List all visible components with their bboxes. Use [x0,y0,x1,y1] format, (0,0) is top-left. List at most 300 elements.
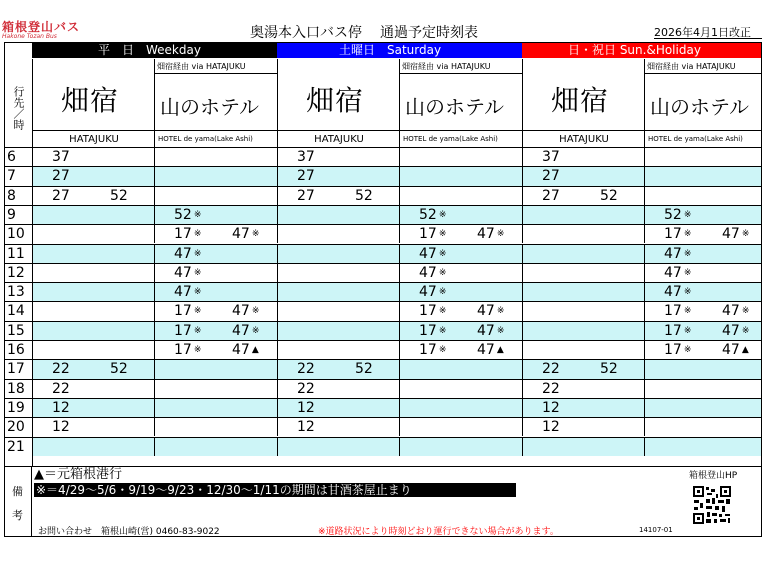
service-mark: ※ [683,248,692,259]
service-mark: ※ [741,325,750,336]
saturday-dest-hatajuku-header [277,59,399,147]
hour-label: 11 [7,245,25,262]
departure-minute: 22 [542,380,560,397]
column-divider [154,399,155,417]
departure-minute-with-mark [722,322,749,340]
departure-minute-with-mark [174,225,201,243]
saturday-header [277,43,522,58]
column-divider [522,167,523,185]
departure-minute-with-mark [419,302,446,320]
departure-minute-with-mark [419,245,446,263]
bus-stop-name: 奥湯本入口バス停 [250,25,362,41]
hour-label: 8 [7,187,16,204]
departure-minute-with-mark [232,225,259,243]
column-divider [277,399,278,417]
column-divider [32,187,33,205]
column-divider [644,302,645,320]
departure-minute: 52 [110,187,128,204]
departure-minute-with-mark [174,245,201,263]
service-mark: ※ [683,267,692,278]
departure-minute: 37 [297,149,315,165]
table-row [5,224,761,243]
dest-hotel-note-divider [155,73,278,74]
table-row [5,417,761,436]
hour-label: 12 [7,264,25,281]
minute-value: 47 [477,342,495,358]
minute-value: 47 [722,226,740,243]
row-shading [33,438,761,456]
table-row [5,340,761,359]
column-divider [522,418,523,436]
minute-value: 17 [419,322,437,339]
column-divider [277,245,278,263]
departure-minute: 22 [297,380,315,397]
minute-value: 47 [419,284,437,301]
column-divider [154,167,155,185]
hour-label: 20 [7,419,25,436]
departure-minute: 12 [297,419,315,436]
column-divider [644,225,645,243]
column-divider [644,438,645,456]
column-divider [522,341,523,359]
departure-minute: 37 [52,149,70,165]
service-mark: ※ [193,209,202,220]
minute-value: 47 [174,264,192,281]
column-divider [32,206,33,224]
column-divider [522,322,523,340]
triangle-note: ▲＝元箱根港行 [34,467,122,482]
departure-minute-with-mark [232,302,259,320]
minute-value: 17 [419,303,437,320]
column-divider [154,148,155,166]
column-divider [154,283,155,301]
table-row [5,147,761,166]
departure-minute-with-mark [174,206,201,224]
hour-label: 14 [7,303,25,320]
minute-value: 17 [664,303,682,320]
service-mark: ※ [496,306,505,317]
minute-value: 47 [477,322,495,339]
dest-hotel-ja: 山のホテル [160,95,259,119]
departure-minute: 12 [297,399,315,416]
column-divider [644,399,645,417]
minute-value: 47 [232,322,250,339]
column-divider [644,322,645,340]
minute-value: 47 [232,303,250,320]
column-divider [277,187,278,205]
minute-value: 47 [232,342,250,358]
column-divider [32,245,33,263]
row-shading [33,399,761,417]
departure-minute-with-mark [664,225,691,243]
service-mark: ※ [193,267,202,278]
dest-hatajuku-ja: 畑宿 [306,84,365,117]
column-divider [154,206,155,224]
service-mark: ※ [683,306,692,317]
column-divider [277,148,278,166]
dest-hatajuku-en: HATAJUKU [523,130,645,148]
departure-minute: 37 [542,149,560,165]
column-divider [399,245,400,263]
column-divider [522,380,523,398]
departure-minute: 27 [52,168,70,185]
service-mark: ※ [438,267,447,278]
departure-minute-with-mark [664,264,691,282]
minute-value: 47 [477,226,495,243]
departure-minute-with-mark [174,283,201,301]
minute-value: 17 [664,226,682,243]
service-mark: ※ [683,325,692,336]
service-mark: ※ [741,229,750,240]
column-divider [277,283,278,301]
hour-label: 7 [7,168,16,185]
departure-minute: 22 [52,361,70,378]
qr-code-icon[interactable] [692,485,732,525]
column-divider [399,264,400,282]
service-mark: ※ [438,209,447,220]
minute-value: 47 [419,245,437,262]
departure-minute-with-mark [664,341,691,359]
column-divider [644,360,645,378]
departure-minute-with-mark [419,322,446,340]
minute-value: 52 [664,206,682,223]
hour-label: 15 [7,322,25,339]
road-warning: ※道路状況により時刻どおり運行できない場合があります。 [318,527,559,537]
column-divider [644,187,645,205]
minute-value: 47 [232,226,250,243]
column-divider [32,322,33,340]
minute-value: 47 [419,264,437,281]
departure-minute: 27 [542,187,560,204]
column-divider [277,360,278,378]
column-divider [32,148,33,166]
departure-minute: 27 [542,168,560,185]
column-divider [154,187,155,205]
timetable-title: 通過予定時刻表 [380,25,478,41]
departure-minute-with-mark [419,283,446,301]
column-divider [32,399,33,417]
column-divider [154,438,155,456]
departure-minute-with-mark [419,264,446,282]
page-title [250,22,478,42]
service-mark: ※ [193,248,202,259]
column-divider [399,148,400,166]
column-divider [522,225,523,243]
column-divider [32,418,33,436]
column-divider [277,380,278,398]
column-divider [32,302,33,320]
departure-minute-with-mark [477,341,504,359]
minute-value: 47 [722,322,740,339]
service-mark: ※ [438,325,447,336]
service-mark: ※ [193,306,202,317]
column-divider [154,322,155,340]
table-row [5,244,761,263]
departure-minute: 27 [52,187,70,204]
saturday-dest-hotel-header [399,59,522,147]
minute-value: 17 [174,342,192,358]
remarks-label-2: 考 [12,509,23,522]
departure-minute: 12 [52,419,70,436]
service-mark: ※ [683,229,692,240]
row-shading [33,245,761,263]
row-shading [33,322,761,340]
table-row [5,437,761,456]
column-divider [522,283,523,301]
dest-hotel-en: HOTEL de yama(Lake Ashi) [400,130,523,148]
dest-hotel-via-note: 畑宿経由 via HATAJUKU [157,62,246,71]
logo-text: 箱根登山バス [2,20,81,34]
column-divider [277,206,278,224]
table-row [5,301,761,320]
departure-minute: 27 [297,187,315,204]
column-divider [277,322,278,340]
column-divider [32,264,33,282]
revision-date: 2026年4月1日改正 [654,26,751,39]
service-mark: ※ [741,306,750,317]
hour-label: 17 [7,361,25,378]
service-mark: ※ [438,229,447,240]
contact-info: お問い合わせ 箱根山崎(営) 0460-83-9022 [38,527,220,537]
revision-underline [654,38,762,39]
minute-value: 17 [664,342,682,358]
column-divider [644,245,645,263]
departure-minute-with-mark [419,225,446,243]
minute-value: 17 [664,322,682,339]
dest-hotel-via-note: 畑宿経由 via HATAJUKU [402,62,491,71]
table-row [5,398,761,417]
column-divider [399,302,400,320]
departure-minute-with-mark [174,341,201,359]
minute-value: 47 [722,303,740,320]
departure-minute-with-mark [419,206,446,224]
column-divider [399,380,400,398]
service-mark: ※ [251,306,260,317]
minute-value: 47 [664,284,682,301]
departure-minute-with-mark [174,302,201,320]
column-divider [32,225,33,243]
column-divider [277,341,278,359]
dest-hatajuku-en: HATAJUKU [33,130,155,148]
service-mark: ※ [193,287,202,298]
column-divider [32,167,33,185]
homepage-label: 箱根登山HP [689,471,738,481]
row-shading [33,360,761,378]
table-row [5,379,761,398]
remarks-label-1: 備 [12,485,23,498]
hour-label: 9 [7,206,16,223]
departure-minute-with-mark [232,341,259,359]
column-divider [154,418,155,436]
column-divider [399,418,400,436]
service-mark: ▲ [496,345,504,355]
column-divider [399,341,400,359]
departure-minute-with-mark [722,225,749,243]
departure-minute: 27 [297,168,315,185]
departure-minute-with-mark [477,225,504,243]
departure-minute-with-mark [477,322,504,340]
hour-label: 10 [7,226,25,243]
service-mark: ※ [683,287,692,298]
service-mark: ※ [251,229,260,240]
service-mark: ※ [683,345,692,355]
departure-minute: 52 [600,361,618,378]
dest-hotel-ja: 山のホテル [405,95,504,119]
minute-value: 17 [174,322,192,339]
minute-value: 17 [174,303,192,320]
departure-minute: 12 [542,419,560,436]
column-divider [154,302,155,320]
departure-minute-with-mark [664,206,691,224]
column-divider [644,380,645,398]
column-divider [399,206,400,224]
minute-value: 17 [174,226,192,243]
column-divider [154,245,155,263]
hour-label: 13 [7,284,25,301]
row-shading [33,167,761,185]
departure-minute-with-mark [664,302,691,320]
column-divider [399,360,400,378]
document-code: 14107-01 [639,526,673,534]
departure-minute-with-mark [722,341,749,359]
minute-value: 47 [722,342,740,358]
column-divider [522,206,523,224]
saturday-label: 土曜日 Saturday [339,43,442,57]
departure-minute: 22 [297,361,315,378]
column-divider [154,225,155,243]
column-divider [277,438,278,456]
hour-label: 19 [7,399,25,416]
column-divider [644,148,645,166]
minute-value: 52 [174,206,192,223]
table-row [5,205,761,224]
departure-minute: 12 [542,399,560,416]
departure-minute-with-mark [419,341,446,359]
dest-hotel-ja: 山のホテル [650,95,749,119]
column-divider [32,360,33,378]
column-divider [154,360,155,378]
column-divider [277,418,278,436]
hour-label: 18 [7,380,25,397]
weekday-dest-hatajuku-header [32,59,154,147]
column-divider [399,187,400,205]
column-divider [399,283,400,301]
minute-value: 47 [174,245,192,262]
table-row [5,186,761,205]
departure-minute: 52 [355,361,373,378]
dest-hotel-en: HOTEL de yama(Lake Ashi) [645,130,762,148]
logo-english: Hakone Tozan Bus [2,33,57,40]
weekday-dest-hotel-header [154,59,277,147]
departure-minute: 52 [600,187,618,204]
minute-value: 47 [477,303,495,320]
service-mark: ※ [683,209,692,220]
row-shading [33,206,761,224]
column-divider [32,341,33,359]
column-divider [399,399,400,417]
departure-minute-with-mark [664,322,691,340]
departure-minute-with-mark [664,283,691,301]
service-mark: ※ [193,345,202,355]
departure-minute-with-mark [664,245,691,263]
hour-label: 21 [7,438,25,455]
departure-minute-with-mark [477,302,504,320]
dest-hatajuku-ja: 畑宿 [61,84,120,117]
service-mark: ▲ [251,345,259,355]
column-divider [32,283,33,301]
column-divider [644,418,645,436]
column-divider [399,438,400,456]
dest-hatajuku-ja: 畑宿 [551,84,610,117]
weekday-header [32,43,277,58]
service-mark: ※ [438,248,447,259]
column-divider [399,322,400,340]
table-row [5,282,761,301]
service-mark: ※ [438,287,447,298]
column-divider [154,341,155,359]
column-divider [644,341,645,359]
departure-minute-with-mark [232,322,259,340]
holiday-dest-hotel-header [644,59,761,147]
service-mark: ※ [438,345,447,355]
asterisk-note: ※＝4/29～5/6・9/19～9/23・12/30～1/11の期間は甘酒茶屋止まり [34,483,516,497]
row-shading [33,283,761,301]
service-mark: ※ [496,325,505,336]
departure-minute: 22 [542,361,560,378]
service-mark: ※ [496,229,505,240]
column-divider [522,399,523,417]
dest-hotel-via-note: 畑宿経由 via HATAJUKU [647,62,736,71]
departure-minute: 52 [355,187,373,204]
column-divider [644,283,645,301]
table-row [5,359,761,378]
table-row [5,166,761,185]
column-divider [644,167,645,185]
service-mark: ※ [193,229,202,240]
table-row [5,263,761,282]
remarks-label-cell [5,466,32,536]
departure-minute: 12 [52,399,70,416]
departure-minute-with-mark [722,302,749,320]
column-divider [522,148,523,166]
dest-hotel-note-divider [645,73,762,74]
column-divider [32,380,33,398]
destination-hour-label: 行先／時 [12,86,25,130]
column-divider [522,438,523,456]
column-divider [522,360,523,378]
departure-minute: 22 [52,380,70,397]
column-divider [399,225,400,243]
column-divider [277,225,278,243]
dest-hotel-note-divider [400,73,523,74]
departure-minute-with-mark [174,322,201,340]
minute-value: 47 [174,284,192,301]
holiday-dest-hatajuku-header [522,59,644,147]
dest-hatajuku-en: HATAJUKU [278,130,400,148]
column-divider [32,438,33,456]
timetable-sheet [4,42,762,537]
minute-value: 17 [419,226,437,243]
holiday-header [522,43,761,58]
column-divider [277,264,278,282]
departure-minute: 52 [110,361,128,378]
service-mark: ※ [193,325,202,336]
departure-minute-with-mark [174,264,201,282]
column-divider [644,206,645,224]
minute-value: 47 [664,245,682,262]
remarks-area [32,466,761,536]
column-divider [154,380,155,398]
